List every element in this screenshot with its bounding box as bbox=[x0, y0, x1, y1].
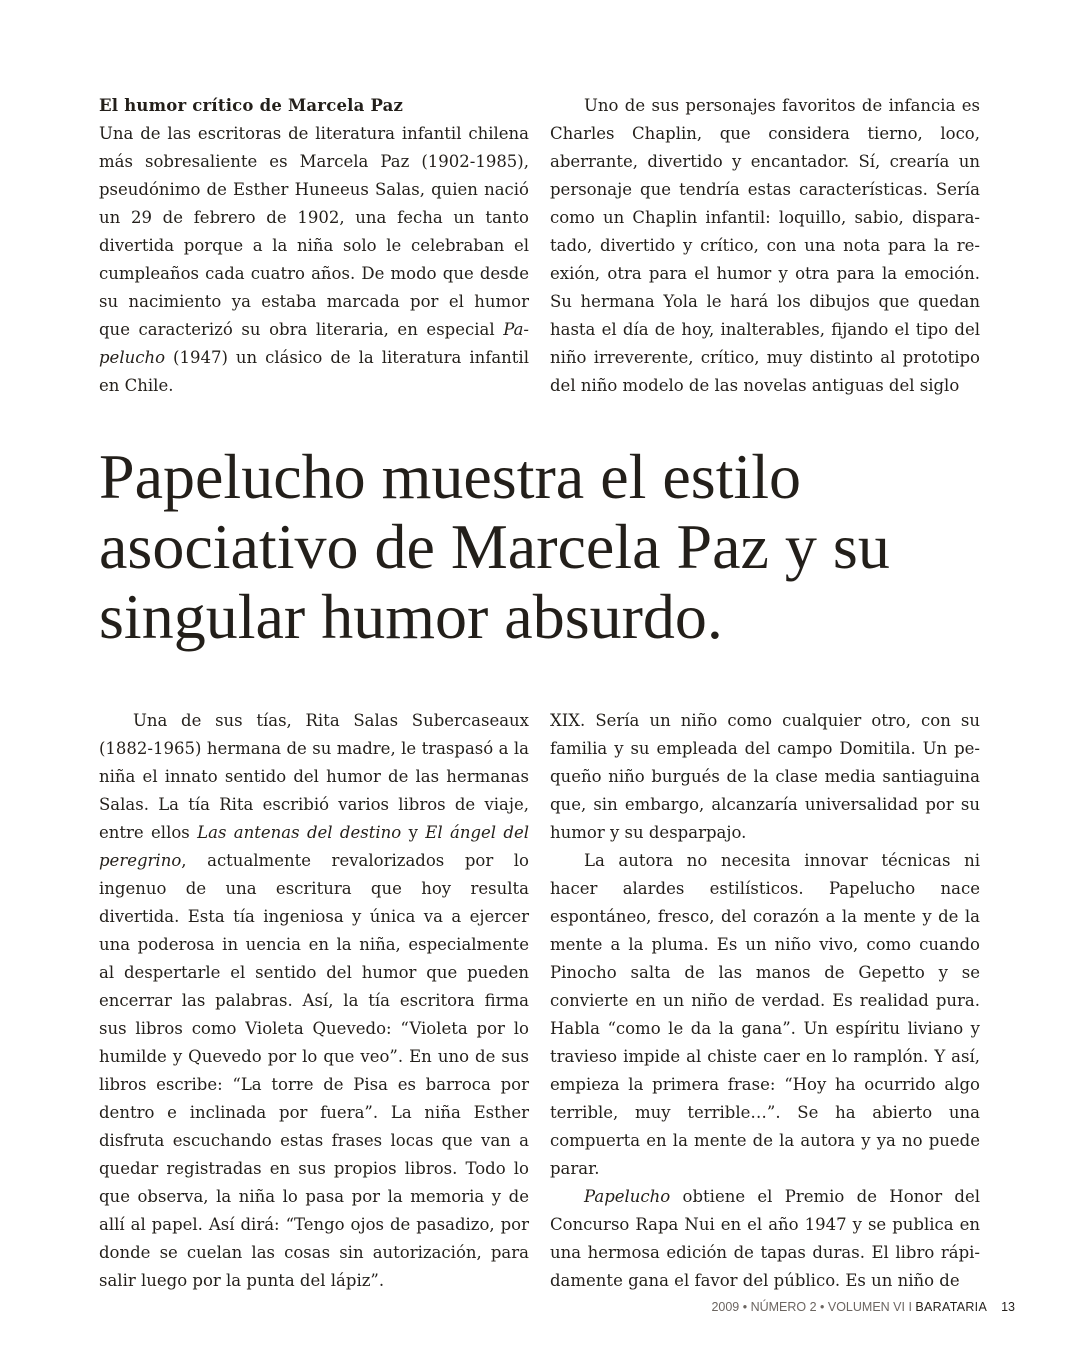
paragraph-text: Una de sus tías, Rita Salas Subercaseaux (1882-1965) hermana de su madre, le traspasó a la niña el innato sentido del humor de las hermanas Salas. La tía Rita escribió varios libros de viaje, entre ellos bbox=[99, 711, 529, 842]
column-top-left bbox=[99, 92, 529, 400]
book-title: Papelucho bbox=[99, 320, 529, 367]
paragraph: Uno de sus personajes favoritos de infancia es Charles Chaplin, que considera tierno, loco, aberrante, divertido y encantador. Sí, crearía un personaje que tendría estas características. Sería como un Chaplin infantil: loquillo, sabio, disparatado, divertido y crítico, con una nota para la re exión, otra para el humor y otra para la emoción. Su hermana Yola le hará los dibujos que quedan hasta el día de hoy, inalterables, fijando el tipo del niño irreverente, crítico, muy distinto al prototipo del niño modelo de las novelas antiguas del siglo bbox=[550, 96, 980, 395]
paragraph-text: y bbox=[401, 823, 426, 842]
issue-info: 2009 • NÚMERO 2 • VOLUMEN VI I bbox=[711, 1300, 916, 1314]
paragraph bbox=[550, 1183, 980, 1295]
column-bottom-right bbox=[550, 707, 980, 1295]
paragraph-text: , actualmente revalorizados por lo ingenuo de una escritura que hoy resulta divertida. Esta tía ingeniosa y única va a ejercer una poderosa in uencia en la niña, especialmente al despertarle el sentido del humor que pueden encerrar las palabras. Así, la tía escritora firma sus libros como Violeta Quevedo: “Violeta por lo humilde y Quevedo por lo que veo”. En uno de sus libros escribe: “La torre de Pisa es barroca por dentro e inclinada por fuera”. La niña Esther disfruta escuchando estas frases locas que van a quedar registradas en sus propios libros. Todo lo que observa, la niña lo pasa por la memoria y de allí al papel. Así dirá: “Tengo ojos de pasadizo, por donde se cuelan las cosas sin autorización, para salir luego por la punta del lápiz”. bbox=[99, 851, 529, 1290]
column-bottom-left bbox=[99, 707, 529, 1295]
book-title: El ángel del peregrino bbox=[99, 823, 530, 870]
column-top-right bbox=[550, 92, 980, 400]
paragraph-text: obtiene el Premio de Honor del Concurso Rapa Nui en el año 1947 y se publica en una hermosa edición de tapas duras. El libro rápidamente gana el favor del público. Es un niño de bbox=[550, 1187, 980, 1290]
page-footer bbox=[711, 1300, 1015, 1314]
section-title: El humor crítico de Marcela Paz bbox=[99, 96, 404, 115]
magazine-name: BARATARIA bbox=[915, 1300, 988, 1314]
paragraph: XIX. Sería un niño como cualquier otro, con su familia y su empleada del campo Domitila. Un pequeño niño burgués de la clase media santiaguina que, sin embargo, alcanzaría universalidad por su humor y su desparpajo. bbox=[550, 711, 980, 842]
pull-quote: Papelucho muestra el estilo asociativo de Marcela Paz y su singular humor absurdo. bbox=[99, 441, 890, 652]
book-title: Las antenas del destino bbox=[197, 823, 402, 842]
paragraph: La autora no necesita innovar técnicas ni hacer alardes estilísticos. Papelucho nace espontáneo, fresco, del corazón a la mente y de la mente a la pluma. Es un niño vivo, como cuando Pinocho salta de las manos de Gepetto y se convierte en un niño de verdad. Es realidad pura. Habla “como le da la gana”. Un espíritu liviano y travieso impide al chiste caer en lo ramplón. Y así, empieza la primera frase: “Hoy ha ocurrido algo terrible, muy terrible…”. Se ha abierto una compuerta en la mente de la autora y ya no puede parar. bbox=[550, 851, 980, 1178]
paragraph bbox=[99, 707, 529, 1295]
paragraph-text: (1947) un clásico de la literatura infantil en Chile. bbox=[99, 348, 529, 395]
paragraph-text: Una de las escritoras de literatura infantil chilena más sobresaliente es Marcela Paz (1902-1985), pseudónimo de Esther Huneeus Salas, quien nació un 29 de febrero de 1902, una fecha un tanto divertida porque a la niña solo le celebraban el cumpleaños cada cuatro años. De modo que desde su nacimiento ya estaba marcada por el humor que caracterizó su obra literaria, en especial bbox=[99, 124, 529, 339]
book-title: Papelucho bbox=[584, 1187, 671, 1206]
paragraph bbox=[99, 120, 529, 400]
page-number: 13 bbox=[1001, 1300, 1015, 1314]
